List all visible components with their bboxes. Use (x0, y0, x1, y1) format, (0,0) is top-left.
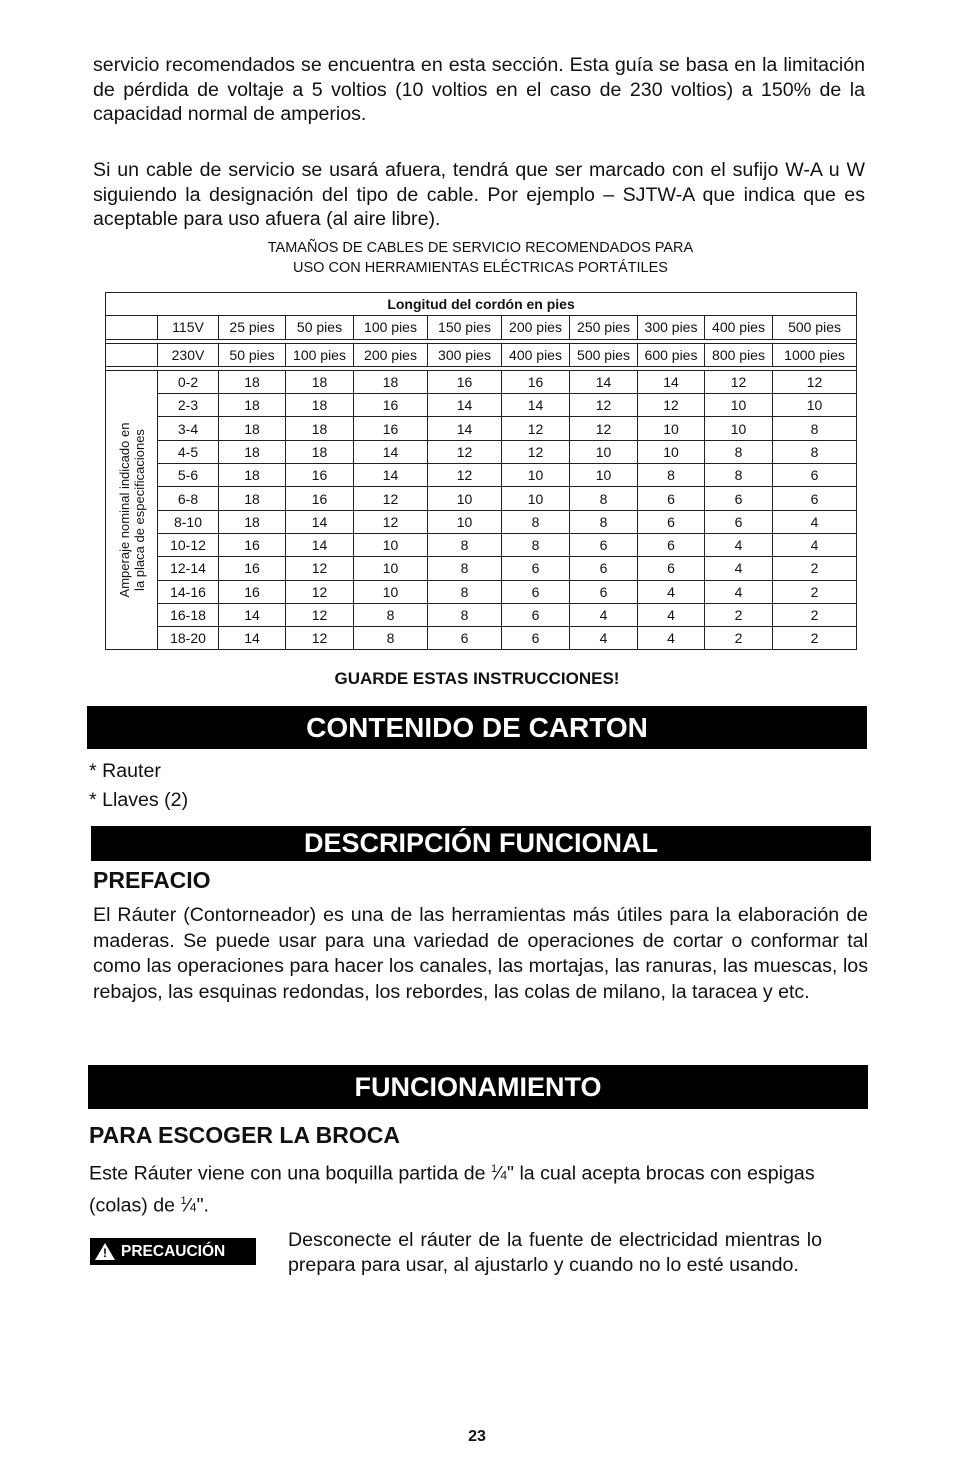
funcionamiento-banner (88, 1065, 868, 1109)
gauge-cell: 6 (502, 627, 570, 650)
gauge-cell: 18 (219, 464, 286, 487)
gauge-cell: 10 (705, 394, 773, 417)
gauge-cell: 8 (773, 417, 857, 440)
gauge-cell: 2 (773, 580, 857, 603)
gauge-cell: 10 (354, 533, 428, 556)
gauge-cell: 8 (354, 627, 428, 650)
length-cell: 200 pies (354, 343, 428, 366)
gauge-cell: 4 (570, 627, 638, 650)
table-row (106, 370, 857, 393)
length-cell: 150 pies (428, 316, 502, 339)
gauge-cell: 12 (773, 370, 857, 393)
gauge-cell: 10 (502, 464, 570, 487)
gauge-cell: 12 (705, 370, 773, 393)
gauge-cell: 12 (286, 557, 354, 580)
gauge-cell: 8 (705, 464, 773, 487)
amperage-cell: 14-16 (158, 580, 219, 603)
gauge-cell: 18 (219, 487, 286, 510)
gauge-cell: 6 (570, 557, 638, 580)
gauge-cell: 16 (219, 557, 286, 580)
amperage-cell: 18-20 (158, 627, 219, 650)
gauge-cell: 12 (428, 440, 502, 463)
length-cell: 250 pies (570, 316, 638, 339)
gauge-cell: 8 (705, 440, 773, 463)
list-item: * Rauter (89, 760, 161, 782)
table-row (106, 557, 857, 580)
gauge-cell: 4 (773, 510, 857, 533)
contenido-banner (87, 706, 867, 749)
length-cell: 800 pies (705, 343, 773, 366)
gauge-cell: 18 (219, 510, 286, 533)
gauge-cell: 8 (428, 557, 502, 580)
length-cell: 400 pies (705, 316, 773, 339)
intro-paragraph-1: servicio recomendados se encuentra en esta sección. Esta guía se basa en la limitación de pérdida de voltaje a 5 voltios (10 voltios en el caso de 230 voltios) a 150% de la capacidad normal de amperios. (93, 54, 865, 125)
gauge-cell: 4 (638, 603, 705, 626)
gauge-cell: 12 (286, 627, 354, 650)
gauge-cell: 8 (570, 510, 638, 533)
gauge-cell: 14 (570, 370, 638, 393)
gauge-cell: 12 (502, 440, 570, 463)
gauge-cell: 4 (638, 627, 705, 650)
gauge-cell: 4 (705, 557, 773, 580)
gauge-cell: 2 (773, 603, 857, 626)
gauge-cell: 10 (428, 487, 502, 510)
gauge-cell: 2 (705, 603, 773, 626)
gauge-cell: 6 (773, 487, 857, 510)
broca-text-c: ". (196, 1194, 209, 1217)
gauge-cell: 12 (502, 417, 570, 440)
gauge-cell: 8 (428, 580, 502, 603)
gauge-cell: 12 (286, 580, 354, 603)
gauge-cell: 6 (428, 627, 502, 650)
gauge-cell: 14 (428, 394, 502, 417)
table-row (106, 627, 857, 650)
gauge-cell: 6 (502, 557, 570, 580)
gauge-cell: 18 (219, 440, 286, 463)
gauge-cell: 14 (286, 533, 354, 556)
caution-label: PRECAUCIÓN (121, 1242, 226, 1260)
gauge-cell: 6 (502, 580, 570, 603)
gauge-cell: 6 (638, 557, 705, 580)
length-cell: 1000 pies (773, 343, 857, 366)
gauge-cell: 14 (219, 603, 286, 626)
length-cell: 50 pies (219, 343, 286, 366)
exclamation-mark: ! (103, 1246, 107, 1260)
gauge-cell: 18 (219, 394, 286, 417)
gauge-cell: 4 (570, 603, 638, 626)
gauge-cell: 4 (705, 533, 773, 556)
length-cell: 400 pies (502, 343, 570, 366)
prefacio-heading: PREFACIO (93, 867, 211, 893)
row-230v (106, 343, 857, 366)
intro-paragraph-2: Si un cable de servicio se usará afuera, tendrá que ser marcado con el sufijo W-A u W siguiendo la designación del tipo de cable. Por ejemplo – SJTW-A que indica que es aceptable para uso afuera (al aire libre). (93, 159, 865, 230)
gauge-cell: 14 (502, 394, 570, 417)
gauge-cell: 18 (354, 370, 428, 393)
gauge-cell: 14 (354, 464, 428, 487)
gauge-cell: 10 (773, 394, 857, 417)
gauge-cell: 8 (354, 603, 428, 626)
fraction-numerator: 1 (180, 1195, 187, 1208)
table-row (106, 417, 857, 440)
amperage-cell: 8-10 (158, 510, 219, 533)
gauge-cell: 2 (773, 557, 857, 580)
gauge-cell: 12 (570, 394, 638, 417)
gauge-cell: 10 (705, 417, 773, 440)
fraction-slash: ⁄ (497, 1162, 501, 1185)
gauge-cell: 16 (286, 487, 354, 510)
broca-text (89, 1157, 865, 1221)
gauge-cell: 10 (354, 580, 428, 603)
table-row (106, 580, 857, 603)
table-header: Longitud del cordón en pies (106, 293, 857, 316)
gauge-cell: 8 (638, 464, 705, 487)
gauge-cell: 10 (428, 510, 502, 533)
length-cell: 300 pies (428, 343, 502, 366)
gauge-cell: 18 (219, 417, 286, 440)
gauge-cell: 18 (286, 440, 354, 463)
gauge-cell: 8 (428, 603, 502, 626)
amperage-label-line-1: Amperaje nominal indicado en (116, 422, 132, 598)
gauge-cell: 6 (570, 580, 638, 603)
amperage-cell: 6-8 (158, 487, 219, 510)
gauge-cell: 6 (502, 603, 570, 626)
table-row (106, 510, 857, 533)
cord-size-table (105, 292, 857, 650)
length-cell: 100 pies (354, 316, 428, 339)
gauge-cell: 8 (502, 533, 570, 556)
descripcion-banner (91, 826, 871, 861)
length-cell: 25 pies (219, 316, 286, 339)
gauge-cell: 16 (286, 464, 354, 487)
table-row (106, 464, 857, 487)
gauge-cell: 10 (638, 417, 705, 440)
fraction-numerator: 1 (490, 1163, 498, 1175)
amperage-label-line-2: la placa de especificaciones (131, 429, 147, 592)
broca-text-a: Este Ráuter viene con una boquilla partida de (89, 1162, 491, 1185)
gauge-cell: 4 (705, 580, 773, 603)
table-caption-line-2: USO CON HERRAMIENTAS ELÉCTRICAS PORTÁTILES (293, 260, 668, 276)
amperage-cell: 10-12 (158, 533, 219, 556)
gauge-cell: 12 (570, 417, 638, 440)
gauge-cell: 2 (705, 627, 773, 650)
gauge-cell: 18 (286, 370, 354, 393)
length-cell: 500 pies (570, 343, 638, 366)
gauge-cell: 10 (638, 440, 705, 463)
amperage-label-text (117, 423, 147, 598)
gauge-cell: 6 (705, 487, 773, 510)
gauge-cell: 16 (219, 580, 286, 603)
blank-cell (106, 316, 158, 339)
gauge-cell: 6 (570, 533, 638, 556)
length-cell: 300 pies (638, 316, 705, 339)
caution-text: Desconecte el ráuter de la fuente de electricidad mientras lo prepara para usar, al ajustarlo y cuando no lo esté usando. (288, 1229, 822, 1276)
gauge-cell: 10 (354, 557, 428, 580)
gauge-cell: 16 (502, 370, 570, 393)
gauge-cell: 14 (354, 440, 428, 463)
table-row (106, 533, 857, 556)
save-instructions-note: GUARDE ESTAS INSTRUCCIONES! (334, 669, 620, 688)
length-cell: 50 pies (286, 316, 354, 339)
blank-cell (106, 343, 158, 366)
warning-triangle-icon (95, 1243, 115, 1260)
gauge-cell: 6 (638, 487, 705, 510)
row-115v (106, 316, 857, 339)
length-cell: 100 pies (286, 343, 354, 366)
length-cell: 500 pies (773, 316, 857, 339)
gauge-cell: 10 (502, 487, 570, 510)
gauge-cell: 12 (428, 464, 502, 487)
amperage-cell: 3-4 (158, 417, 219, 440)
gauge-cell: 10 (570, 464, 638, 487)
gauge-cell: 2 (773, 627, 857, 650)
fraction-denominator: 4 (500, 1168, 508, 1183)
gauge-cell: 12 (286, 603, 354, 626)
gauge-cell: 6 (638, 510, 705, 533)
gauge-cell: 16 (354, 394, 428, 417)
broca-heading: PARA ESCOGER LA BROCA (89, 1122, 400, 1148)
caution-badge (90, 1238, 256, 1265)
gauge-cell: 8 (570, 487, 638, 510)
amperage-cell: 0-2 (158, 370, 219, 393)
gauge-cell: 8 (428, 533, 502, 556)
gauge-cell: 6 (773, 464, 857, 487)
amperage-axis-label (106, 370, 158, 650)
broca-text-b: " la cual acepta brocas con espigas (colas) de (89, 1162, 815, 1217)
table-row (106, 440, 857, 463)
gauge-cell: 4 (638, 580, 705, 603)
table-row (106, 603, 857, 626)
gauge-cell: 12 (354, 510, 428, 533)
fraction-denominator: 4 (189, 1200, 197, 1215)
table-caption-line-1: TAMAÑOS DE CABLES DE SERVICIO RECOMENDADOS PARA (267, 240, 694, 256)
gauge-cell: 4 (773, 533, 857, 556)
amperage-cell: 5-6 (158, 464, 219, 487)
gauge-cell: 18 (219, 370, 286, 393)
contenido-title: CONTENIDO DE CARTON (306, 712, 648, 743)
table-caption (105, 238, 856, 278)
amperage-cell: 16-18 (158, 603, 219, 626)
funcionamiento-title: FUNCIONAMIENTO (354, 1072, 602, 1102)
gauge-cell: 16 (219, 533, 286, 556)
table-row (106, 487, 857, 510)
gauge-cell: 8 (502, 510, 570, 533)
gauge-cell: 16 (428, 370, 502, 393)
page-number: 23 (468, 1428, 486, 1445)
gauge-cell: 14 (428, 417, 502, 440)
gauge-cell: 6 (705, 510, 773, 533)
length-cell: 200 pies (502, 316, 570, 339)
amperage-cell: 4-5 (158, 440, 219, 463)
voltage-cell: 230V (158, 343, 219, 366)
descripcion-title: DESCRIPCIÓN FUNCIONAL (303, 828, 658, 858)
voltage-cell: 115V (158, 316, 219, 339)
gauge-cell: 12 (638, 394, 705, 417)
gauge-cell: 16 (354, 417, 428, 440)
gauge-cell: 14 (638, 370, 705, 393)
prefacio-text: El Ráuter (Contorneador) es una de las herramientas más útiles para la elaboración de maderas. Se puede usar para una variedad de operaciones de cortar o conformar tal como las operaciones para hacer los canales, las mortajas, las ranuras, las muescas, los rebajos, las esquinas redondas, los rebordes, las colas de milano, la taracea y etc. (93, 904, 868, 1003)
gauge-cell: 6 (638, 533, 705, 556)
gauge-cell: 10 (570, 440, 638, 463)
amperage-cell: 12-14 (158, 557, 219, 580)
gauge-cell: 8 (773, 440, 857, 463)
gauge-cell: 12 (354, 487, 428, 510)
gauge-cell: 14 (286, 510, 354, 533)
gauge-cell: 18 (286, 394, 354, 417)
gauge-cell: 18 (286, 417, 354, 440)
fraction-slash: ⁄ (186, 1194, 190, 1217)
table-row (106, 394, 857, 417)
list-item: * Llaves (2) (89, 789, 189, 811)
amperage-cell: 2-3 (158, 394, 219, 417)
gauge-cell: 14 (219, 627, 286, 650)
length-cell: 600 pies (638, 343, 705, 366)
